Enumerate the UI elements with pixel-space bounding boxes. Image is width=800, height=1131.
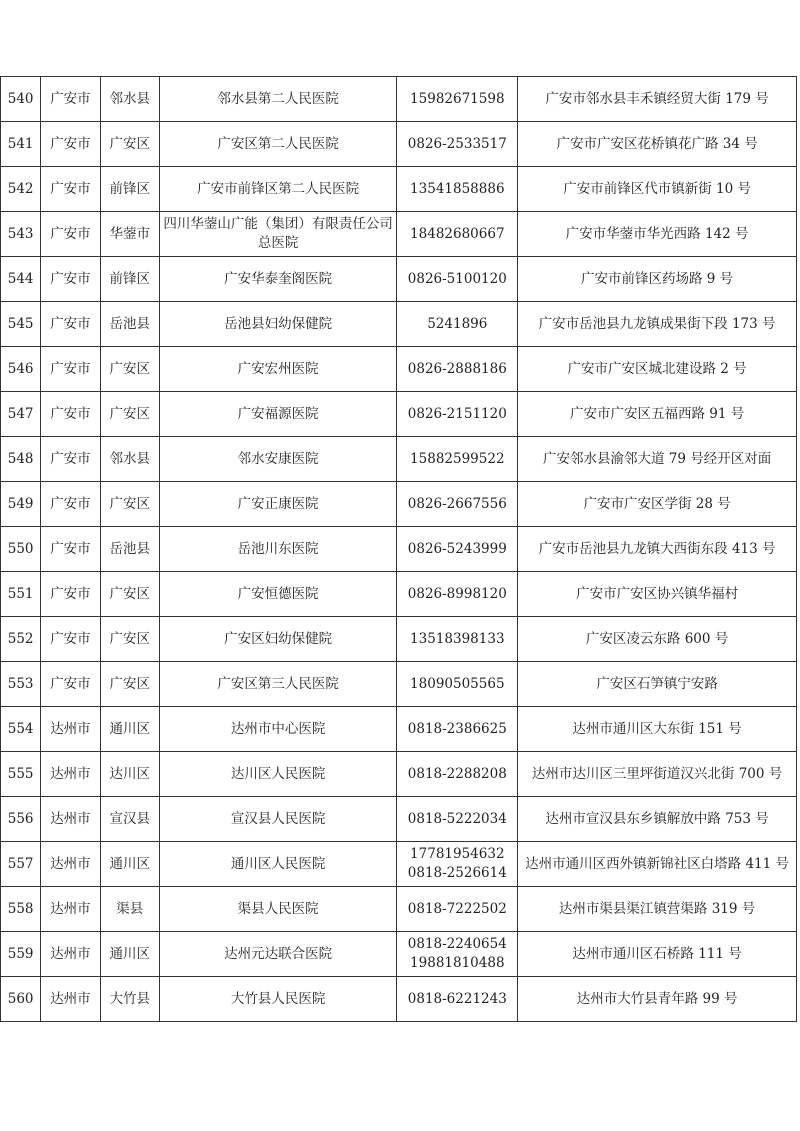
phone-number: 0826-2533517 bbox=[407, 135, 507, 152]
address-cell: 达州市宣汉县东乡镇解放中路 753 号 bbox=[518, 797, 797, 842]
county-cell: 广安区 bbox=[100, 572, 159, 617]
table-row bbox=[1, 707, 797, 752]
city-cell: 达州市 bbox=[41, 797, 100, 842]
phone-number: 0818-6221243 bbox=[407, 990, 507, 1007]
address-cell: 广安区凌云东路 600 号 bbox=[518, 617, 797, 662]
phone-number: 0826-2667556 bbox=[407, 495, 507, 512]
phone-number: 15982671598 bbox=[410, 90, 505, 107]
address-cell: 广安市华蓥市华光西路 142 号 bbox=[518, 212, 797, 257]
address-cell: 广安市岳池县九龙镇成果街下段 173 号 bbox=[518, 302, 797, 347]
county-cell: 广安区 bbox=[100, 662, 159, 707]
table-row bbox=[1, 932, 797, 977]
hospital-name-cell: 广安恒德医院 bbox=[159, 572, 396, 617]
hospital-name-cell: 宣汉县人民医院 bbox=[159, 797, 396, 842]
city-cell: 广安市 bbox=[41, 572, 100, 617]
phone-cell bbox=[397, 167, 518, 212]
phone-cell bbox=[397, 752, 518, 797]
phone-number: 19881810488 bbox=[410, 955, 505, 971]
row-number-cell: 551 bbox=[1, 572, 41, 617]
hospital-name-cell: 邻水安康医院 bbox=[159, 437, 396, 482]
row-number-cell: 552 bbox=[1, 617, 41, 662]
county-cell: 宣汉县 bbox=[100, 797, 159, 842]
table-row bbox=[1, 797, 797, 842]
address-cell: 达州市达川区三里坪街道汉兴北街 700 号 bbox=[518, 752, 797, 797]
address-cell: 广安市广安区学街 28 号 bbox=[518, 482, 797, 527]
hospital-table-body bbox=[1, 77, 797, 1022]
phone-number: 0818-2526614 bbox=[407, 865, 507, 881]
table-row bbox=[1, 167, 797, 212]
phone-cell bbox=[397, 617, 518, 662]
city-cell: 广安市 bbox=[41, 662, 100, 707]
city-cell: 广安市 bbox=[41, 167, 100, 212]
row-number-cell: 559 bbox=[1, 932, 41, 977]
table-row bbox=[1, 527, 797, 572]
phone-number: 18482680667 bbox=[410, 225, 505, 242]
address-cell: 达州市通川区大东街 151 号 bbox=[518, 707, 797, 752]
hospital-name-cell: 广安福源医院 bbox=[159, 392, 396, 437]
table-row bbox=[1, 302, 797, 347]
city-cell: 广安市 bbox=[41, 617, 100, 662]
address-cell: 广安市广安区花桥镇花广路 34 号 bbox=[518, 122, 797, 167]
city-cell: 达州市 bbox=[41, 932, 100, 977]
hospital-name-cell: 渠县人民医院 bbox=[159, 887, 396, 932]
row-number-cell: 545 bbox=[1, 302, 41, 347]
phone-cell bbox=[397, 122, 518, 167]
address-cell: 广安市广安区五福西路 91 号 bbox=[518, 392, 797, 437]
phone-number: 0818-2386625 bbox=[407, 720, 507, 737]
table-row bbox=[1, 77, 797, 122]
hospital-name-cell: 达州市中心医院 bbox=[159, 707, 396, 752]
hospital-name-cell: 广安区第二人民医院 bbox=[159, 122, 396, 167]
row-number-cell: 556 bbox=[1, 797, 41, 842]
phone-number: 0826-2888186 bbox=[407, 360, 507, 377]
row-number-cell: 543 bbox=[1, 212, 41, 257]
phone-cell bbox=[397, 527, 518, 572]
table-row bbox=[1, 572, 797, 617]
table-row bbox=[1, 977, 797, 1022]
county-cell: 广安区 bbox=[100, 347, 159, 392]
address-cell: 达州市通川区石桥路 111 号 bbox=[518, 932, 797, 977]
table-row bbox=[1, 122, 797, 167]
row-number-cell: 557 bbox=[1, 842, 41, 887]
county-cell: 岳池县 bbox=[100, 302, 159, 347]
phone-number: 0818-2288208 bbox=[407, 765, 507, 782]
phone-cell bbox=[397, 977, 518, 1022]
hospital-table bbox=[0, 76, 797, 1022]
phone-cell bbox=[397, 257, 518, 302]
phone-cell bbox=[397, 392, 518, 437]
row-number-cell: 558 bbox=[1, 887, 41, 932]
city-cell: 广安市 bbox=[41, 122, 100, 167]
table-row bbox=[1, 392, 797, 437]
hospital-name-cell: 广安市前锋区第二人民医院 bbox=[159, 167, 396, 212]
phone-number: 0826-8998120 bbox=[407, 585, 507, 602]
city-cell: 达州市 bbox=[41, 977, 100, 1022]
address-cell: 广安市岳池县九龙镇大西街东段 413 号 bbox=[518, 527, 797, 572]
phone-number: 5241896 bbox=[427, 315, 488, 332]
city-cell: 广安市 bbox=[41, 77, 100, 122]
phone-cell bbox=[397, 212, 518, 257]
address-cell: 广安市前锋区代市镇新街 10 号 bbox=[518, 167, 797, 212]
hospital-name-cell: 广安华泰奎阁医院 bbox=[159, 257, 396, 302]
row-number-cell: 555 bbox=[1, 752, 41, 797]
address-cell: 广安市广安区城北建设路 2 号 bbox=[518, 347, 797, 392]
county-cell: 大竹县 bbox=[100, 977, 159, 1022]
phone-number: 0826-5100120 bbox=[407, 270, 507, 287]
city-cell: 广安市 bbox=[41, 257, 100, 302]
hospital-name-cell: 广安区妇幼保健院 bbox=[159, 617, 396, 662]
hospital-name-cell: 四川华蓥山广能（集团）有限责任公司总医院 bbox=[159, 212, 396, 257]
row-number-cell: 540 bbox=[1, 77, 41, 122]
county-cell: 渠县 bbox=[100, 887, 159, 932]
phone-cell bbox=[397, 707, 518, 752]
hospital-name-cell: 通川区人民医院 bbox=[159, 842, 396, 887]
county-cell: 通川区 bbox=[100, 842, 159, 887]
city-cell: 达州市 bbox=[41, 887, 100, 932]
county-cell: 达川区 bbox=[100, 752, 159, 797]
table-row bbox=[1, 887, 797, 932]
city-cell: 广安市 bbox=[41, 347, 100, 392]
phone-cell bbox=[397, 797, 518, 842]
city-cell: 达州市 bbox=[41, 752, 100, 797]
phone-cell bbox=[397, 662, 518, 707]
phone-cell bbox=[397, 77, 518, 122]
row-number-cell: 541 bbox=[1, 122, 41, 167]
table-row bbox=[1, 212, 797, 257]
city-cell: 广安市 bbox=[41, 482, 100, 527]
hospital-name-cell: 岳池县妇幼保健院 bbox=[159, 302, 396, 347]
city-cell: 广安市 bbox=[41, 302, 100, 347]
phone-number: 13541858886 bbox=[410, 180, 505, 197]
phone-number: 0826-5243999 bbox=[407, 540, 507, 557]
table-row bbox=[1, 617, 797, 662]
row-number-cell: 553 bbox=[1, 662, 41, 707]
city-cell: 广安市 bbox=[41, 392, 100, 437]
city-cell: 达州市 bbox=[41, 707, 100, 752]
county-cell: 邻水县 bbox=[100, 77, 159, 122]
hospital-name-cell: 广安宏州医院 bbox=[159, 347, 396, 392]
city-cell: 广安市 bbox=[41, 437, 100, 482]
phone-cell bbox=[397, 887, 518, 932]
table-row bbox=[1, 257, 797, 302]
phone-number: 15882599522 bbox=[410, 450, 505, 467]
address-cell: 广安市前锋区药场路 9 号 bbox=[518, 257, 797, 302]
phone-cell bbox=[397, 842, 518, 887]
address-cell: 广安市广安区协兴镇华福村 bbox=[518, 572, 797, 617]
row-number-cell: 542 bbox=[1, 167, 41, 212]
row-number-cell: 554 bbox=[1, 707, 41, 752]
phone-cell bbox=[397, 347, 518, 392]
hospital-name-cell: 达川区人民医院 bbox=[159, 752, 396, 797]
phone-number: 0818-5222034 bbox=[407, 810, 507, 827]
hospital-name-cell: 达州元达联合医院 bbox=[159, 932, 396, 977]
phone-number: 18090505565 bbox=[410, 675, 505, 692]
hospital-name-cell: 广安正康医院 bbox=[159, 482, 396, 527]
county-cell: 岳池县 bbox=[100, 527, 159, 572]
phone-cell bbox=[397, 302, 518, 347]
row-number-cell: 560 bbox=[1, 977, 41, 1022]
hospital-name-cell: 广安区第三人民医院 bbox=[159, 662, 396, 707]
table-row bbox=[1, 842, 797, 887]
address-cell: 广安邻水县渝邻大道 79 号经开区对面 bbox=[518, 437, 797, 482]
county-cell: 广安区 bbox=[100, 392, 159, 437]
phone-cell bbox=[397, 572, 518, 617]
county-cell: 邻水县 bbox=[100, 437, 159, 482]
table-row bbox=[1, 752, 797, 797]
phone-number: 13518398133 bbox=[410, 630, 505, 647]
phone-number: 17781954632 bbox=[410, 846, 505, 862]
address-cell: 广安市邻水县丰禾镇经贸大街 179 号 bbox=[518, 77, 797, 122]
address-cell: 达州市通川区西外镇新锦社区白塔路 411 号 bbox=[518, 842, 797, 887]
county-cell: 通川区 bbox=[100, 932, 159, 977]
county-cell: 广安区 bbox=[100, 122, 159, 167]
phone-number: 0818-7222502 bbox=[407, 900, 507, 917]
table-row bbox=[1, 347, 797, 392]
county-cell: 通川区 bbox=[100, 707, 159, 752]
city-cell: 广安市 bbox=[41, 212, 100, 257]
address-cell: 达州市渠县渠江镇营渠路 319 号 bbox=[518, 887, 797, 932]
row-number-cell: 547 bbox=[1, 392, 41, 437]
county-cell: 华蓥市 bbox=[100, 212, 159, 257]
county-cell: 前锋区 bbox=[100, 257, 159, 302]
hospital-name-cell: 岳池川东医院 bbox=[159, 527, 396, 572]
phone-cell bbox=[397, 932, 518, 977]
city-cell: 广安市 bbox=[41, 527, 100, 572]
phone-cell bbox=[397, 437, 518, 482]
table-row bbox=[1, 482, 797, 527]
row-number-cell: 550 bbox=[1, 527, 41, 572]
table-row bbox=[1, 437, 797, 482]
row-number-cell: 546 bbox=[1, 347, 41, 392]
phone-cell bbox=[397, 482, 518, 527]
row-number-cell: 549 bbox=[1, 482, 41, 527]
county-cell: 前锋区 bbox=[100, 167, 159, 212]
address-cell: 广安区石笋镇宁安路 bbox=[518, 662, 797, 707]
county-cell: 广安区 bbox=[100, 617, 159, 662]
hospital-name-cell: 大竹县人民医院 bbox=[159, 977, 396, 1022]
phone-number: 0826-2151120 bbox=[407, 405, 507, 422]
hospital-name-cell: 邻水县第二人民医院 bbox=[159, 77, 396, 122]
county-cell: 广安区 bbox=[100, 482, 159, 527]
row-number-cell: 548 bbox=[1, 437, 41, 482]
table-row bbox=[1, 662, 797, 707]
city-cell: 达州市 bbox=[41, 842, 100, 887]
address-cell: 达州市大竹县青年路 99 号 bbox=[518, 977, 797, 1022]
row-number-cell: 544 bbox=[1, 257, 41, 302]
phone-number: 0818-2240654 bbox=[407, 936, 507, 952]
